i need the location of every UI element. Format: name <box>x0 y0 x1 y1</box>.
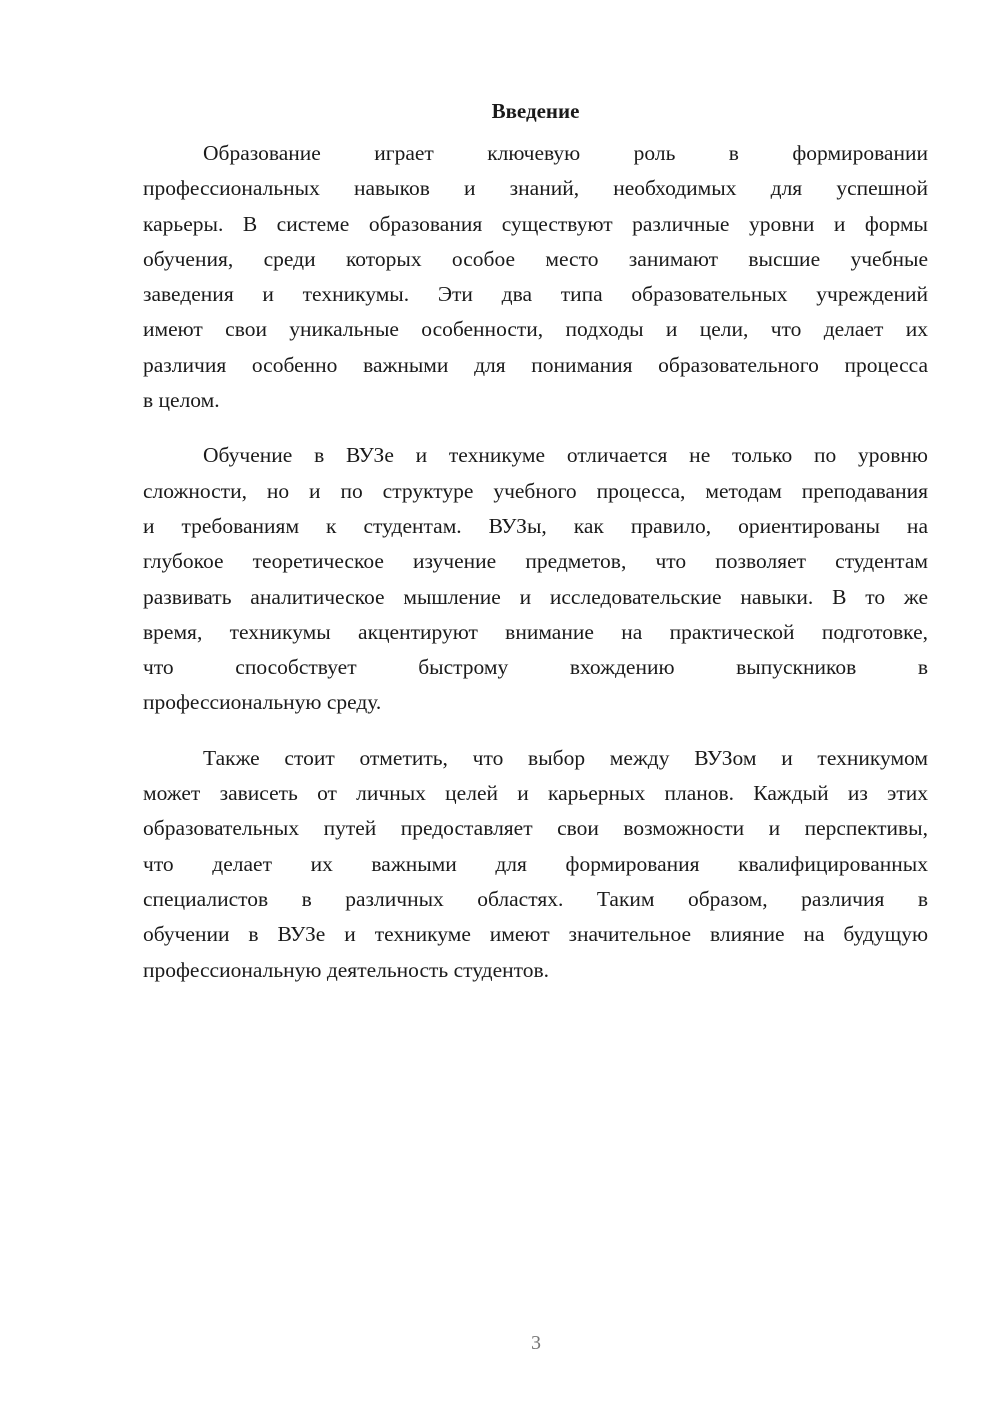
text-line: профессиональную деятельность студентов. <box>143 957 550 982</box>
text-line: может зависеть от личных целей и карьерных планов. Каждый из этих <box>143 781 928 806</box>
text-line: развивать аналитическое мышление и исследовательские навыки. В то же <box>143 584 928 609</box>
text-line: что делает их важными для формирования квалифицированных <box>143 851 928 876</box>
text-line: время, техникумы акцентируют внимание на практической подготовке, <box>143 619 928 644</box>
text-line: различия особенно важными для понимания образовательного процесса <box>143 352 928 377</box>
text-line: профессиональных навыков и знаний, необходимых для успешной <box>143 176 928 201</box>
text-line: образовательных путей предоставляет свои возможности и перспективы, <box>143 816 928 841</box>
paragraph-1 <box>143 136 928 418</box>
text-line: обучения, среди которых особое место занимают высшие учебные <box>143 246 928 271</box>
text-line: Образование играет ключевую роль в формировании <box>203 141 928 165</box>
text-line: Также стоит отметить, что выбор между ВУЗом и техникумом <box>203 745 928 770</box>
page-number: 3 <box>531 1332 541 1354</box>
text-line: карьеры. В системе образования существуют различные уровни и формы <box>143 211 928 236</box>
page-content <box>143 96 928 1008</box>
paragraph-3 <box>143 741 928 988</box>
text-line: заведения и техникумы. Эти два типа образовательных учреждений <box>143 282 928 307</box>
text-line: в целом. <box>143 388 220 413</box>
section-heading: Введение <box>491 99 580 123</box>
text-line: специалистов в различных областях. Таким образом, различия в <box>143 886 928 911</box>
text-line: сложности, но и по структуре учебного процесса, методам преподавания <box>143 478 928 503</box>
paragraph-2 <box>143 438 928 720</box>
text-line: что способствует быстрому вхождению выпускников в <box>143 655 928 680</box>
text-line: обучении в ВУЗе и техникуме имеют значительное влияние на будущую <box>143 922 928 947</box>
text-line: профессиональную среду. <box>143 690 382 715</box>
text-line: глубокое теоретическое изучение предметов, что позволяет студентам <box>143 549 928 574</box>
text-line: и требованиям к студентам. ВУЗы, как правило, ориентированы на <box>143 513 928 538</box>
text-line: Обучение в ВУЗе и техникуме отличается не только по уровню <box>203 443 928 468</box>
text-line: имеют свои уникальные особенности, подходы и цели, что делает их <box>143 317 928 342</box>
